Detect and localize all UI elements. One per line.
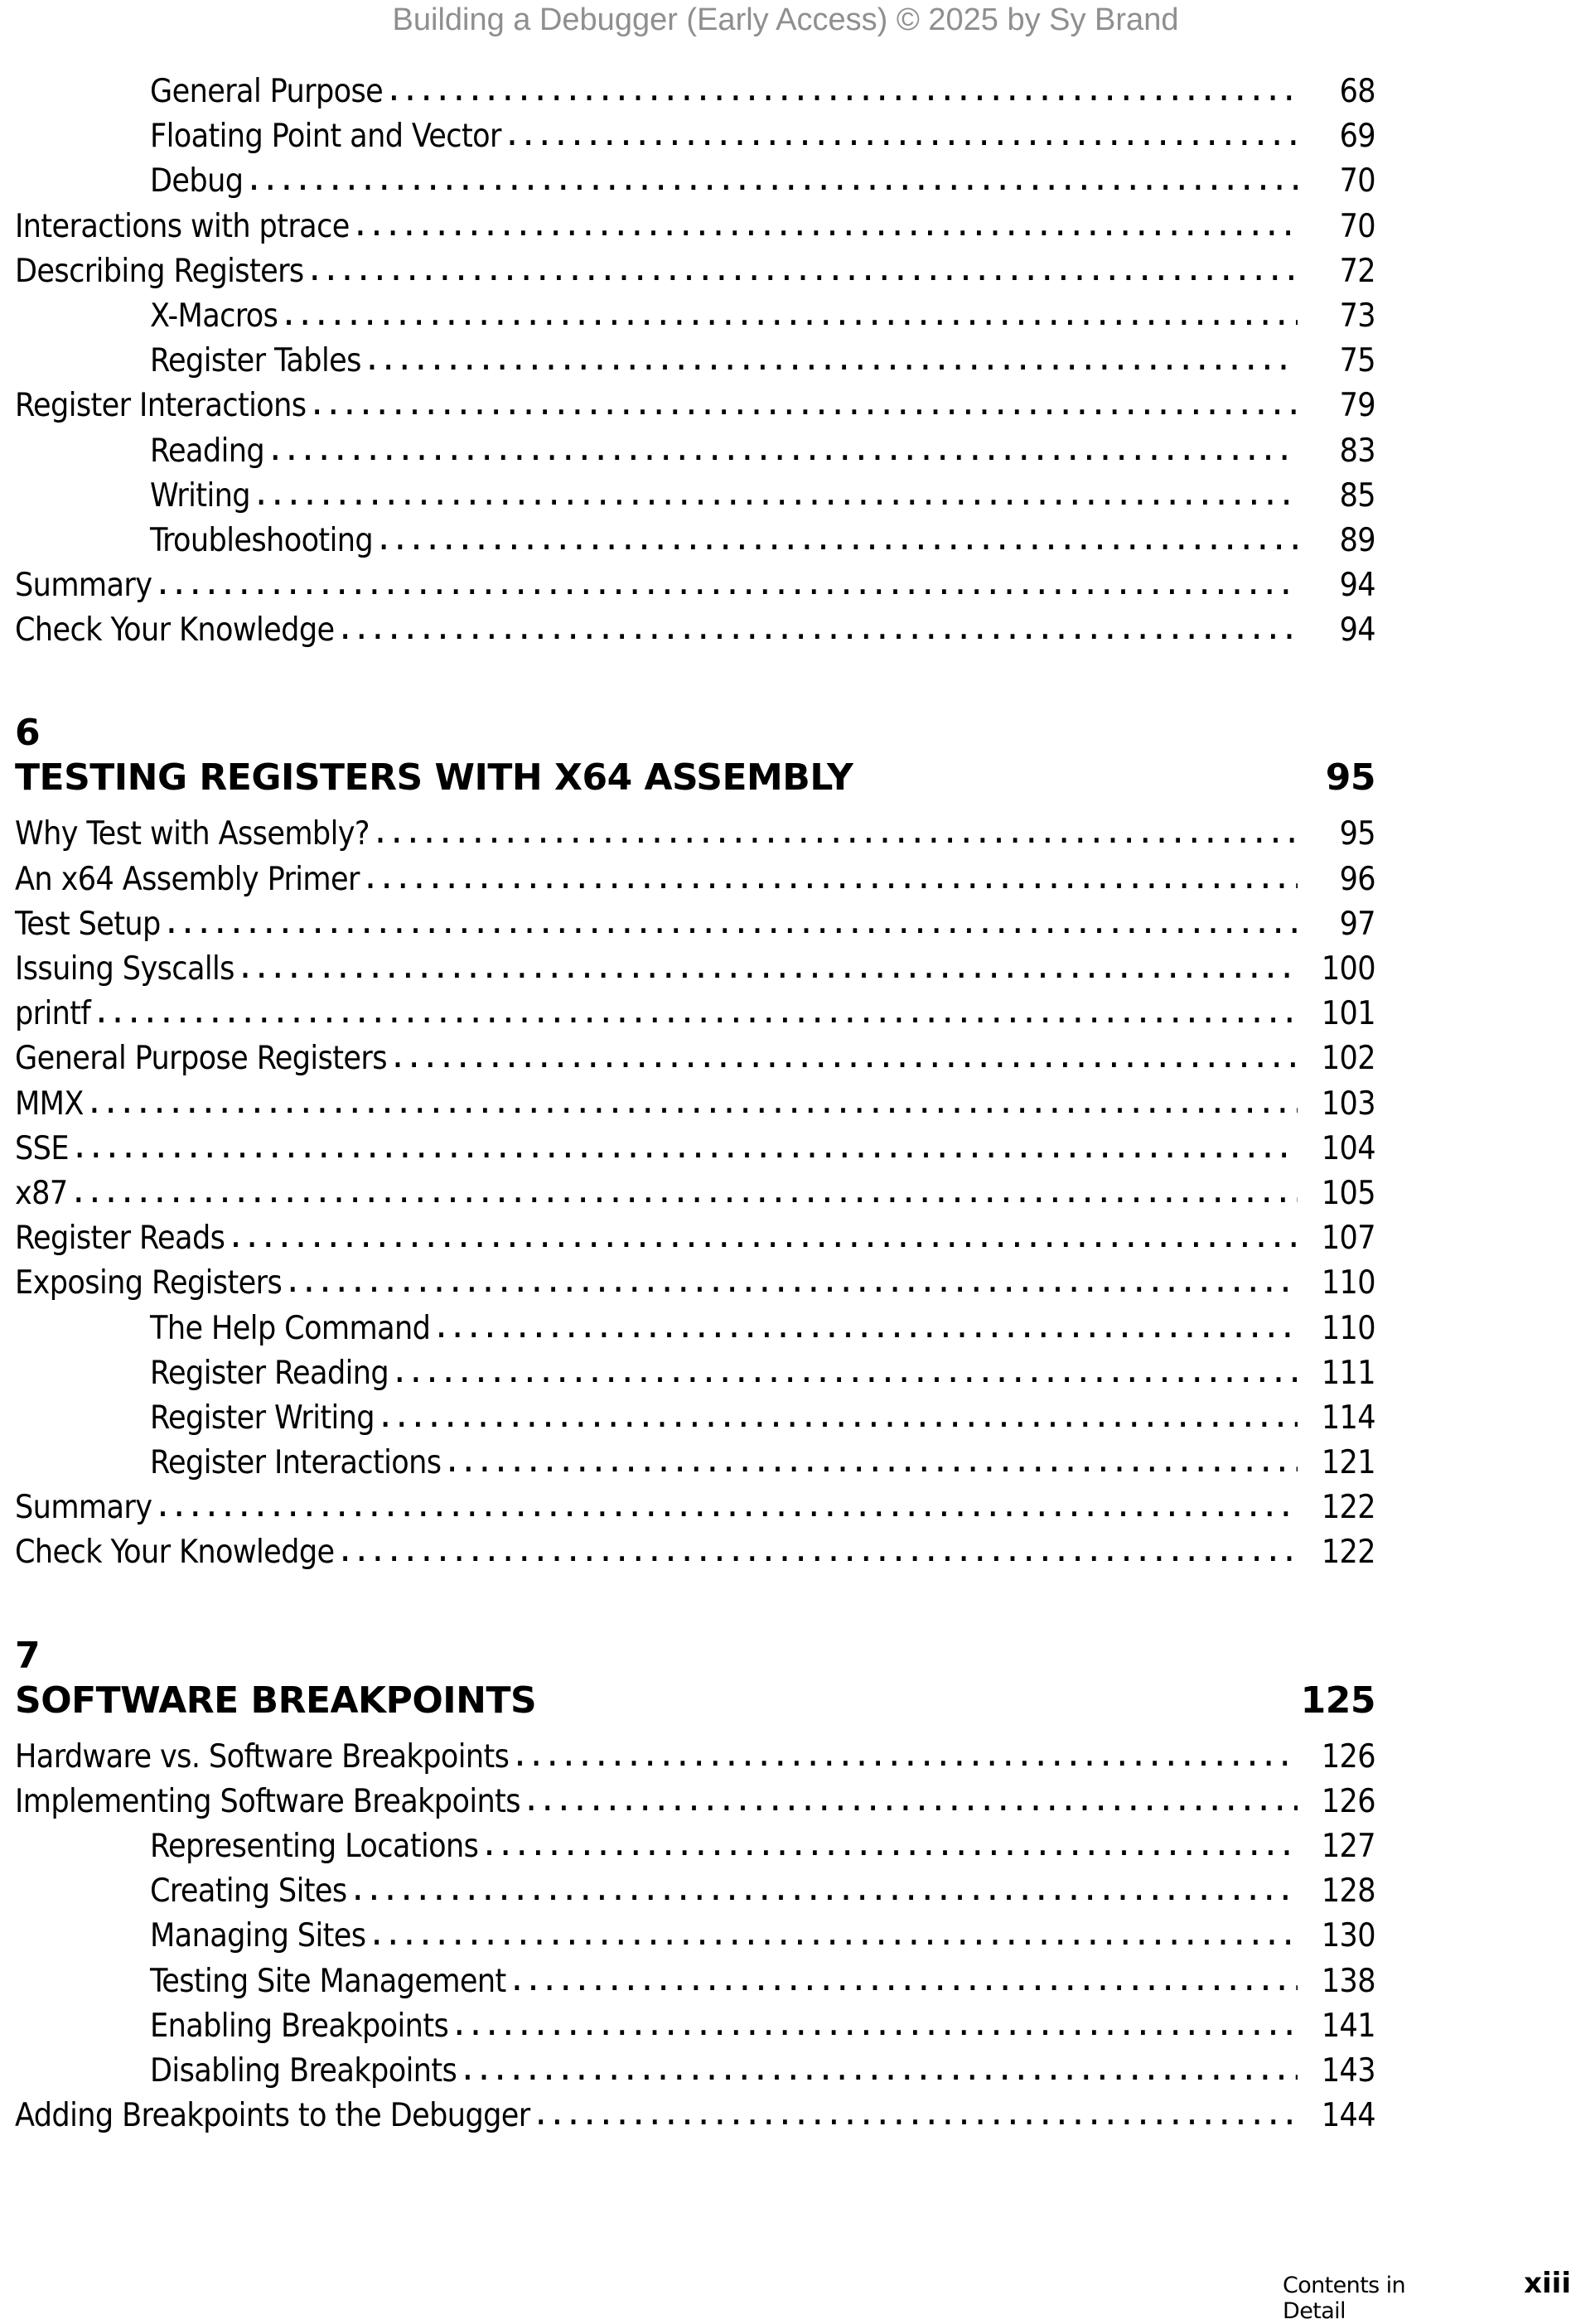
entry-page-number: 73 xyxy=(1339,297,1375,335)
dot-leader xyxy=(158,1486,1298,1531)
dot-leader xyxy=(437,1307,1298,1352)
toc-entry[interactable] xyxy=(15,249,1375,294)
entry-page-number: 102 xyxy=(1321,1040,1375,1078)
toc-subentry[interactable] xyxy=(15,1824,1375,1869)
toc-entry[interactable] xyxy=(15,563,1375,608)
toc-entry[interactable] xyxy=(15,608,1375,653)
page-footer xyxy=(1283,2267,1571,2324)
dot-leader xyxy=(372,1915,1298,1959)
toc-subentry[interactable] xyxy=(15,1396,1375,1441)
toc-entry[interactable] xyxy=(15,1082,1375,1127)
dot-leader xyxy=(389,70,1298,115)
toc-subentry[interactable] xyxy=(15,1307,1375,1351)
dot-leader xyxy=(366,858,1298,903)
toc-entry[interactable] xyxy=(15,1530,1375,1575)
chapter-page-number: 95 xyxy=(1325,756,1375,800)
toc-entry[interactable] xyxy=(15,1735,1375,1780)
entry-title: General Purpose Registers xyxy=(15,1040,387,1078)
entry-title: Troubleshooting xyxy=(150,521,374,559)
toc-subentry[interactable] xyxy=(15,1869,1375,1914)
entry-title: Register Interactions xyxy=(150,1444,442,1482)
dot-leader xyxy=(231,1217,1298,1262)
dot-leader xyxy=(368,340,1298,384)
entry-page-number: 130 xyxy=(1321,1917,1375,1955)
dot-leader xyxy=(485,1825,1298,1870)
chapter-title-row xyxy=(15,1677,1375,1725)
toc-subentry[interactable] xyxy=(15,519,1375,563)
toc-subentry[interactable] xyxy=(15,429,1375,474)
dot-leader xyxy=(376,813,1298,858)
dot-leader xyxy=(508,115,1298,160)
toc-subentry[interactable] xyxy=(15,1351,1375,1396)
dot-leader xyxy=(257,475,1298,519)
entry-page-number: 104 xyxy=(1321,1129,1375,1167)
copyright-watermark: Building a Debugger (Early Access) © 2025 by Sy Brand xyxy=(392,2,1179,37)
toc-subentry[interactable] xyxy=(15,1441,1375,1486)
dot-leader xyxy=(312,384,1298,429)
dot-leader xyxy=(241,948,1298,993)
toc-entry[interactable] xyxy=(15,992,1375,1036)
dot-leader xyxy=(158,564,1298,609)
dot-leader xyxy=(455,2005,1298,2050)
entry-title: An x64 Assembly Primer xyxy=(15,860,360,898)
chapter-heading[interactable] xyxy=(15,1635,1375,1725)
entry-page-number: 144 xyxy=(1321,2097,1375,2135)
entry-title: Register Writing xyxy=(150,1399,375,1437)
entry-page-number: 94 xyxy=(1339,567,1375,605)
entry-title: Describing Registers xyxy=(15,252,304,290)
entry-page-number: 126 xyxy=(1321,1737,1375,1776)
entry-page-number: 110 xyxy=(1321,1264,1375,1302)
entry-title: Exposing Registers xyxy=(15,1264,283,1302)
dot-leader xyxy=(97,993,1298,1037)
entry-title: Why Test with Assembly? xyxy=(15,815,370,853)
entry-page-number: 128 xyxy=(1321,1872,1375,1911)
chapter-number: 6 xyxy=(15,712,41,755)
entry-title: Adding Breakpoints to the Debugger xyxy=(15,2097,530,2135)
dot-leader xyxy=(513,1960,1298,2005)
dot-leader xyxy=(288,1262,1298,1307)
entry-page-number: 96 xyxy=(1339,860,1375,898)
entry-page-number: 83 xyxy=(1339,432,1375,470)
dot-leader xyxy=(515,1736,1298,1780)
entry-title: Enabling Breakpoints xyxy=(150,2007,449,2045)
entry-title: Creating Sites xyxy=(150,1872,347,1911)
dot-leader xyxy=(537,2094,1298,2139)
dot-leader xyxy=(75,1128,1298,1172)
entry-title: Hardware vs. Software Breakpoints xyxy=(15,1737,510,1776)
entry-title: Check Your Knowledge xyxy=(15,1534,335,1572)
dot-leader xyxy=(463,2050,1298,2094)
toc-subentry[interactable] xyxy=(15,294,1375,339)
chapter-title: TESTING REGISTERS WITH X64 ASSEMBLY xyxy=(15,756,853,800)
entry-title: Implementing Software Breakpoints xyxy=(15,1782,520,1820)
toc-entry[interactable] xyxy=(15,812,1375,857)
entry-page-number: 110 xyxy=(1321,1309,1375,1347)
entry-page-number: 68 xyxy=(1339,73,1375,110)
entry-title: Reading xyxy=(150,432,265,470)
entry-page-number: 121 xyxy=(1321,1444,1375,1482)
dot-leader xyxy=(341,609,1298,654)
toc-subentry[interactable] xyxy=(15,70,1375,114)
entry-title: The Help Command xyxy=(150,1309,431,1347)
entry-title: printf xyxy=(15,995,91,1033)
toc-subentry[interactable] xyxy=(15,2004,1375,2049)
dot-leader xyxy=(90,1083,1298,1128)
toc-section xyxy=(15,713,1375,1575)
entry-title: Writing xyxy=(150,476,250,515)
toc-subentry[interactable] xyxy=(15,159,1375,204)
toc-section xyxy=(15,1635,1375,2139)
entry-page-number: 101 xyxy=(1321,995,1375,1033)
entry-page-number: 89 xyxy=(1339,521,1375,559)
toc-subentry[interactable] xyxy=(15,1959,1375,2004)
entry-page-number: 70 xyxy=(1339,162,1375,201)
entry-page-number: 97 xyxy=(1339,905,1375,943)
toc-subentry[interactable] xyxy=(15,339,1375,384)
dot-leader xyxy=(271,430,1298,475)
toc-entry[interactable] xyxy=(15,1172,1375,1216)
dot-leader xyxy=(75,1172,1298,1217)
entry-title: x87 xyxy=(15,1174,68,1212)
entry-title: Test Setup xyxy=(15,905,161,943)
toc-entry[interactable] xyxy=(15,205,1375,249)
entry-page-number: 94 xyxy=(1339,611,1375,650)
dot-leader xyxy=(356,205,1298,250)
entry-page-number: 69 xyxy=(1339,118,1375,156)
entry-page-number: 72 xyxy=(1339,252,1375,290)
entry-page-number: 122 xyxy=(1321,1489,1375,1527)
toc-subentry[interactable] xyxy=(15,1914,1375,1959)
entry-title: X-Macros xyxy=(150,297,278,335)
chapter-heading[interactable] xyxy=(15,713,1375,802)
toc-entry[interactable] xyxy=(15,1036,1375,1081)
entry-page-number: 95 xyxy=(1339,815,1375,853)
toc-entry[interactable] xyxy=(15,1216,1375,1261)
entry-page-number: 79 xyxy=(1339,387,1375,425)
entry-title: Issuing Syscalls xyxy=(15,950,234,988)
entry-page-number: 111 xyxy=(1321,1354,1375,1392)
page-number: xiii xyxy=(1524,2267,1571,2300)
entry-page-number: 114 xyxy=(1321,1399,1375,1437)
dot-leader xyxy=(341,1531,1298,1576)
toc-entry[interactable] xyxy=(15,1127,1375,1172)
entry-page-number: 85 xyxy=(1339,476,1375,515)
entry-page-number: 143 xyxy=(1321,2051,1375,2090)
entry-page-number: 100 xyxy=(1321,950,1375,988)
entry-title: SSE xyxy=(15,1129,69,1167)
dot-leader xyxy=(167,903,1298,948)
toc-entry[interactable] xyxy=(15,858,1375,902)
dot-leader xyxy=(381,1397,1298,1442)
entry-title: MMX xyxy=(15,1085,84,1123)
toc-entry[interactable] xyxy=(15,2094,1375,2138)
entry-title: Register Tables xyxy=(150,342,361,380)
entry-page-number: 103 xyxy=(1321,1085,1375,1123)
dot-leader xyxy=(395,1352,1298,1397)
chapter-page-number: 125 xyxy=(1300,1679,1375,1722)
toc-entry[interactable] xyxy=(15,1261,1375,1306)
entry-page-number: 107 xyxy=(1321,1220,1375,1258)
entry-title: Interactions with ptrace xyxy=(15,207,350,245)
chapter-number: 7 xyxy=(15,1634,41,1677)
toc-entry[interactable] xyxy=(15,1486,1375,1530)
entry-title: Testing Site Management xyxy=(150,1962,506,2000)
dot-leader xyxy=(527,1780,1298,1825)
entry-title: Managing Sites xyxy=(150,1917,366,1955)
toc-subentry[interactable] xyxy=(15,114,1375,159)
entry-title: General Purpose xyxy=(150,73,384,110)
toc-subentry[interactable] xyxy=(15,474,1375,519)
running-footer-label: Contents in Detail xyxy=(1283,2273,1406,2324)
chapter-title: SOFTWARE BREAKPOINTS xyxy=(15,1679,537,1722)
dot-leader xyxy=(394,1037,1298,1082)
entry-page-number: 138 xyxy=(1321,1962,1375,2000)
dot-leader xyxy=(311,250,1298,295)
entry-page-number: 105 xyxy=(1321,1174,1375,1212)
entry-title: Floating Point and Vector xyxy=(150,118,501,156)
entry-title: Representing Locations xyxy=(150,1828,479,1865)
toc-entry[interactable] xyxy=(15,947,1375,992)
toc-entry[interactable] xyxy=(15,902,1375,947)
dot-leader xyxy=(284,295,1298,340)
entry-page-number: 70 xyxy=(1339,207,1375,245)
entry-title: Register Interactions xyxy=(15,387,307,425)
toc-entry[interactable] xyxy=(15,384,1375,428)
entry-title: Register Reads xyxy=(15,1220,225,1258)
entry-page-number: 127 xyxy=(1321,1828,1375,1865)
entry-title: Summary xyxy=(15,1489,152,1527)
entry-page-number: 126 xyxy=(1321,1782,1375,1820)
entry-page-number: 75 xyxy=(1339,342,1375,380)
dot-leader xyxy=(249,160,1298,205)
toc-entry[interactable] xyxy=(15,1780,1375,1824)
entry-title: Debug xyxy=(150,162,244,201)
entry-title: Register Reading xyxy=(150,1354,389,1392)
entry-title: Disabling Breakpoints xyxy=(150,2051,457,2090)
toc-section xyxy=(15,70,1375,653)
toc-subentry[interactable] xyxy=(15,2049,1375,2094)
dot-leader xyxy=(447,1442,1298,1486)
entry-page-number: 122 xyxy=(1321,1534,1375,1572)
entry-title: Summary xyxy=(15,567,152,605)
chapter-title-row xyxy=(15,754,1375,802)
dot-leader xyxy=(379,519,1298,564)
entry-title: Check Your Knowledge xyxy=(15,611,335,650)
dot-leader xyxy=(354,1870,1298,1915)
entry-page-number: 141 xyxy=(1321,2007,1375,2045)
table-of-contents xyxy=(15,70,1375,2138)
